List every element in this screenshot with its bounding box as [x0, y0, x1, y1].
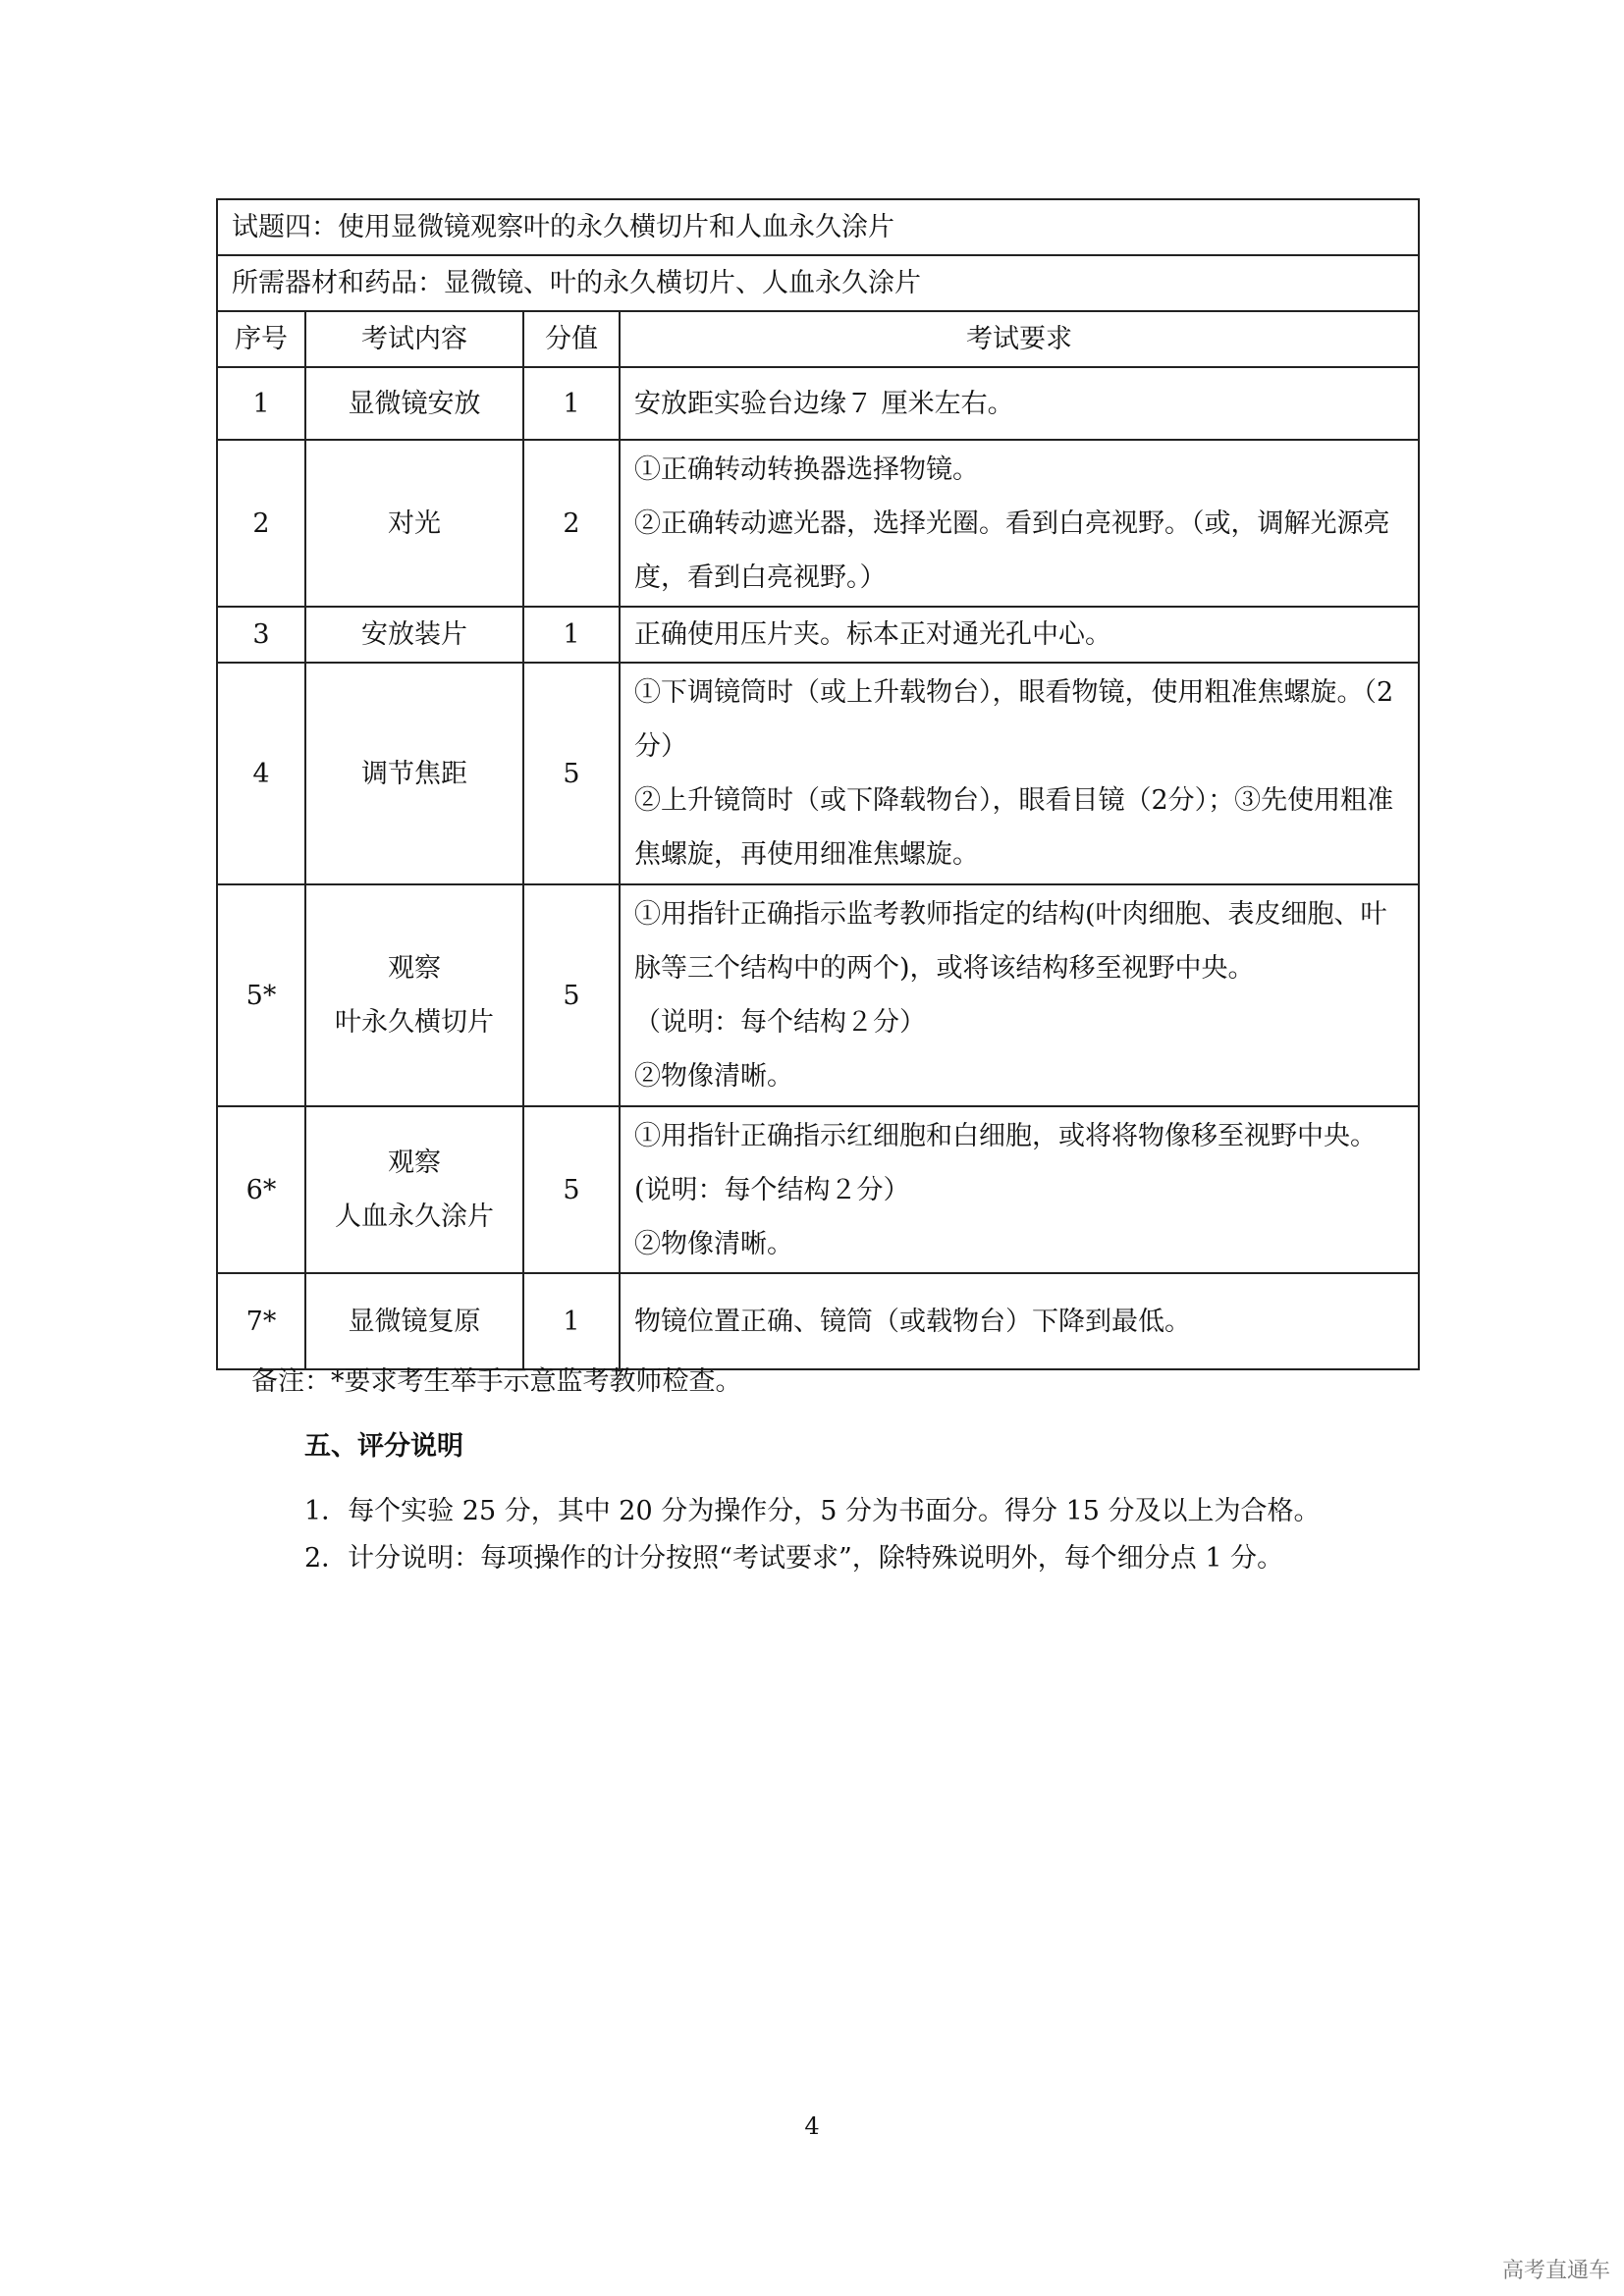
- table-row: [217, 663, 1419, 884]
- row-score: 1: [523, 1273, 620, 1369]
- row-content: [305, 663, 523, 884]
- row-content-line: 人血永久涂片: [335, 1201, 494, 1232]
- row-content-line: 安放装片: [361, 619, 467, 650]
- header-seq: 序号: [217, 311, 305, 367]
- row-content: [305, 607, 523, 663]
- section-title: 五、评分说明: [304, 1431, 463, 1462]
- requirement-line: 安放距实验台边缘７ 厘米左右。: [634, 388, 1014, 419]
- row-content-line: 观察: [388, 953, 441, 984]
- row-content-line: 观察: [388, 1148, 441, 1178]
- row-content: [305, 1106, 523, 1273]
- requirement-line: 物镜位置正确、镜筒（或载物台）下降到最低。: [634, 1306, 1191, 1337]
- row-score: 1: [523, 607, 620, 663]
- materials-row: [217, 255, 1419, 311]
- row-score: 1: [523, 367, 620, 440]
- watermark-text: 高考直通车: [1501, 2259, 1610, 2283]
- row-requirements: [620, 440, 1419, 607]
- row-requirements: [620, 607, 1419, 663]
- row-requirements: [620, 367, 1419, 440]
- row-score: 5: [523, 884, 620, 1106]
- table-header-row: [217, 311, 1419, 367]
- requirement-line: ①用指针正确指示监考教师指定的结构(叶肉细胞、表皮细胞、叶脉等三个结构中的两个)，或将该结构移至视野中央。: [634, 899, 1387, 984]
- requirement-line: 正确使用压片夹。标本正对通光孔中心。: [634, 619, 1111, 650]
- row-requirements: [620, 1273, 1419, 1369]
- row-score: 5: [523, 663, 620, 884]
- row-content-line: 显微镜安放: [348, 388, 481, 419]
- row-score: 2: [523, 440, 620, 607]
- row-seq: 2: [217, 440, 305, 607]
- table-row: [217, 884, 1419, 1106]
- requirement-line: ②正确转动遮光器，选择光圈。看到白亮视野。（或，调解光源亮度，看到白亮视野。）: [634, 507, 1390, 593]
- table-row: [217, 367, 1419, 440]
- requirement-line: ①正确转动转换器选择物镜。: [634, 454, 979, 485]
- scoring-item: 2．计分说明：每项操作的计分按照“考试要求”，除特殊说明外，每个细分点 1 分。: [304, 1543, 1284, 1574]
- row-seq: 4: [217, 663, 305, 884]
- row-content-line: 对光: [388, 507, 441, 539]
- exam-table: [216, 198, 1420, 1370]
- row-content: [305, 367, 523, 440]
- row-content: [305, 1273, 523, 1369]
- row-content-line: 显微镜复原: [348, 1306, 481, 1337]
- table-row: [217, 1273, 1419, 1369]
- table-row: [217, 607, 1419, 663]
- row-seq: 7*: [217, 1273, 305, 1369]
- header-requirements: 考试要求: [620, 311, 1419, 367]
- row-content-line: 调节焦距: [361, 758, 467, 789]
- header-score: 分值: [523, 311, 620, 367]
- requirement-line: ②物像清晰。: [634, 1061, 793, 1092]
- row-content: [305, 440, 523, 607]
- row-content: [305, 884, 523, 1106]
- header-content: 考试内容: [305, 311, 523, 367]
- exam-title-row: [217, 199, 1419, 255]
- row-seq: 3: [217, 607, 305, 663]
- row-score: 5: [523, 1106, 620, 1273]
- scoring-item: 1．每个实验 25 分，其中 20 分为操作分，5 分为书面分。得分 15 分及以上为合格。: [304, 1496, 1321, 1526]
- row-requirements: [620, 1106, 1419, 1273]
- row-seq: 1: [217, 367, 305, 440]
- page-number: 4: [804, 2112, 820, 2140]
- requirement-line: ①用指针正确指示红细胞和白细胞，或将将物像移至视野中央。(说明：每个结构２分）: [634, 1120, 1377, 1205]
- requirement-line: ②物像清晰。: [634, 1228, 793, 1259]
- row-seq: 5*: [217, 884, 305, 1106]
- row-content-line: 叶永久横切片: [335, 1007, 494, 1038]
- row-seq: 6*: [217, 1106, 305, 1273]
- materials-text: 所需器材和药品：显微镜、叶的永久横切片、人血永久涂片: [217, 255, 1419, 311]
- table-row: [217, 440, 1419, 607]
- requirement-line: ②上升镜筒时（或下降载物台），眼看目镜（2分）；③先使用粗准焦螺旋，再使用细准焦螺旋。: [634, 785, 1394, 870]
- requirement-line: ①下调镜筒时（或上升载物台），眼看物镜，使用粗准焦螺旋。（2分）: [634, 677, 1394, 762]
- table-note: 备注：*要求考生举手示意监考教师检查。: [251, 1366, 742, 1397]
- row-requirements: [620, 884, 1419, 1106]
- table-row: [217, 1106, 1419, 1273]
- requirement-line: （说明：每个结构２分）: [634, 1007, 926, 1038]
- exam-title: 试题四：使用显微镜观察叶的永久横切片和人血永久涂片: [217, 199, 1419, 255]
- row-requirements: [620, 663, 1419, 884]
